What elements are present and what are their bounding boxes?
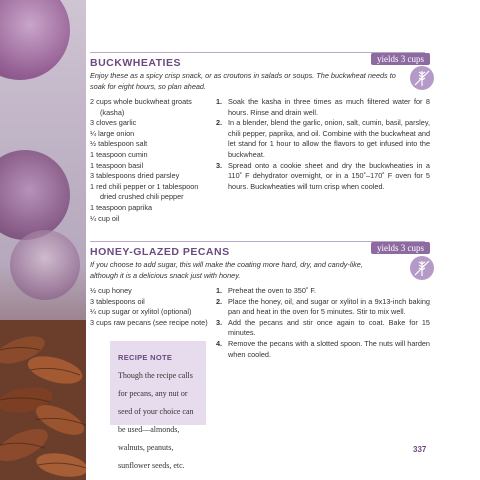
instruction-step: 4. Remove the pecans with a slotted spoon. The nuts will harden when cooled. (216, 338, 430, 359)
instruction-step: 2. Place the honey, oil, and sugar or xylitol in a 9x13-inch baking pan and heat in the oven for 5 minutes. Stir to mix well. (216, 296, 430, 317)
gluten-free-wheat-icon (410, 66, 434, 90)
yields-badge: yields 3 cups (371, 242, 430, 254)
instruction-step: 3. Add the pecans and stir once again to coat. Bake for 15 minutes. (216, 317, 430, 338)
ingredient-item: 1 teaspoon paprika (90, 202, 153, 212)
yields-badge: yields 3 cups (371, 53, 430, 65)
ingredient-list (90, 286, 214, 328)
recipe-title: BUCKWHEATIES (90, 57, 181, 69)
recipe-note-label: RECIPE NOTE (118, 353, 173, 362)
ingredient-item: ¼ cup sugar or xylitol (optional) (90, 307, 192, 317)
ingredient-item: 3 tablespoons dried parsley (90, 171, 180, 181)
ingredient-list (90, 97, 208, 224)
recipe-note-text: Though the recipe calls for pecans, any nut or seed of your choice can be used—almonds, walnuts, peanuts, sunflower seeds, etc. (118, 371, 194, 470)
pecans-image (0, 320, 86, 480)
ingredient-item: ½ cup honey (90, 286, 132, 295)
recipe-intro: If you choose to add sugar, this will make the coating more hard, dry, and candy-like, although it is a delicious snack just with honey. (90, 260, 363, 280)
ingredient-item: ¼ large onion (90, 128, 135, 138)
ingredient-item: ½ tablespoon salt (90, 139, 148, 149)
instruction-step: 3. Spread onto a cookie sheet and dry the buckwheaties in a 110˚ F dehydrator overnight, or in a 150˚–170˚ F oven for 5 hours. Buckwheaties will turn crisp when cooled. (216, 160, 430, 191)
recipe-title: HONEY-GLAZED PECANS (90, 246, 230, 258)
ingredient-item: ¼ cup oil (90, 213, 120, 223)
instruction-list (216, 97, 430, 192)
instruction-step: 1. Preheat the oven to 350˚ F. (216, 286, 317, 295)
ingredient-item: 2 cups whole buckwheat groats (kasha) (90, 97, 192, 117)
instruction-step: 2. In a blender, blend the garlic, onion, salt, cumin, basil, parsley, chili pepper, paprika, and oil. Combine with the buckwheat and let stand for 1 hour to allow the flavors to get infused into the buckwheat. (216, 118, 431, 159)
gluten-free-wheat-icon (410, 256, 434, 280)
recipe-intro: Enjoy these as a spicy crisp snack, or as croutons in salads or soups. The buckwheat needs to soak for eight hours, so plan ahead. (90, 71, 396, 91)
ingredient-item: 1 teaspoon cumin (90, 149, 148, 159)
instruction-list (216, 286, 430, 360)
ingredient-item: 3 tablespoons oil (90, 296, 145, 306)
ingredient-item: 1 teaspoon basil (90, 160, 144, 170)
garlic-image (10, 230, 80, 300)
ingredient-item: 3 cups raw pecans (see recipe note) (90, 317, 208, 327)
ingredient-item: 3 cloves garlic (90, 118, 137, 128)
page-number: 337 (413, 445, 427, 454)
ingredient-item: 1 red chili pepper or 1 tablespoon dried crushed chili pepper (90, 181, 199, 202)
recipe-note (110, 341, 206, 470)
instruction-step: 1. Soak the kasha in three times as much filtered water for 8 hours. Rinse and drain well. (216, 97, 430, 117)
food-photo (0, 0, 86, 480)
